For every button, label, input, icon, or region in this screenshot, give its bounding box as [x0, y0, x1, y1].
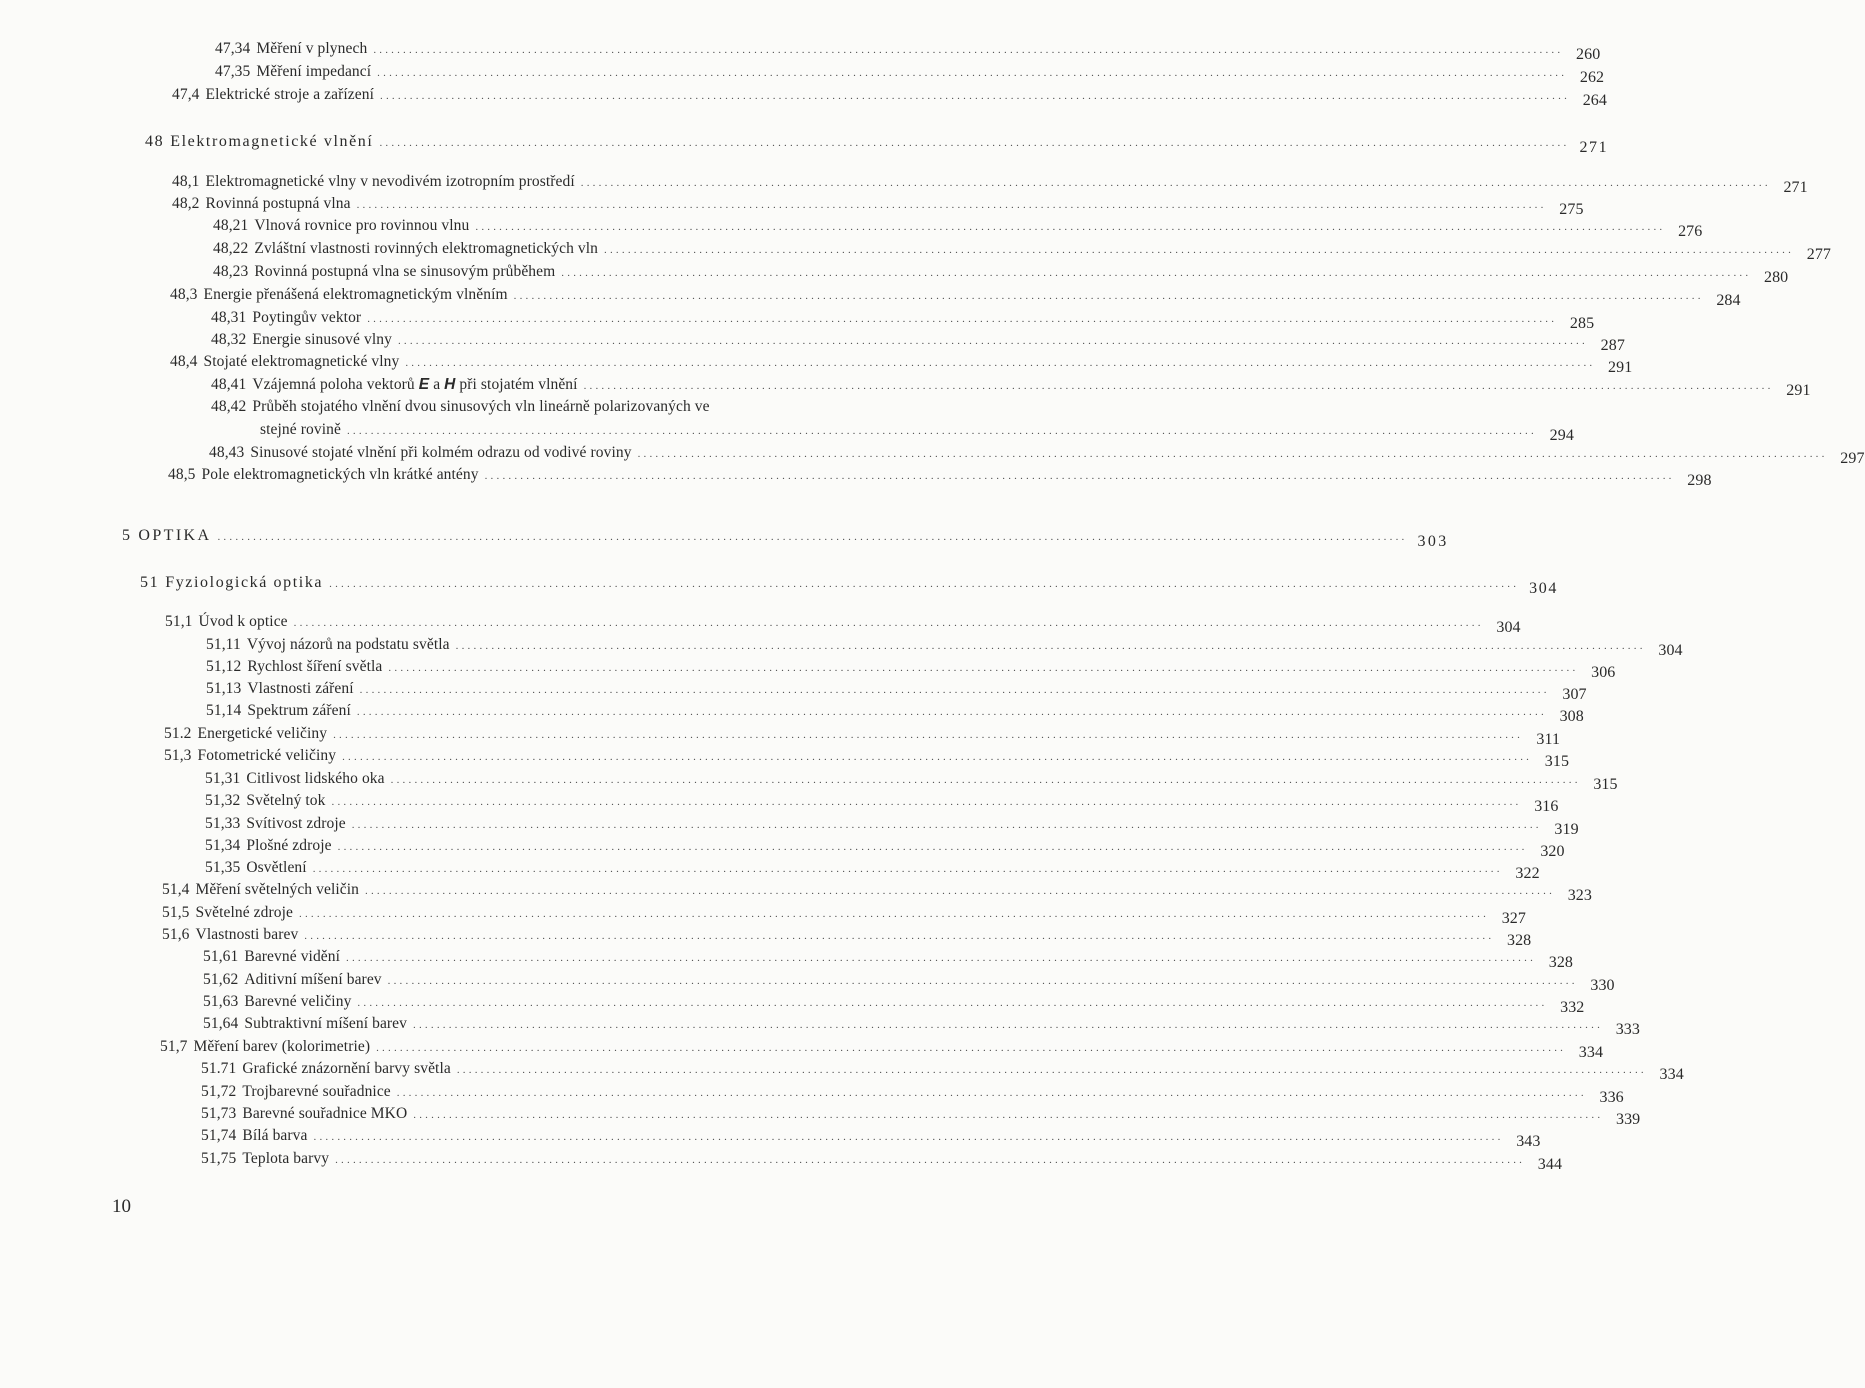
toc-chapter-entry: [140, 574, 1558, 598]
leader-dots: ........................................................................................................................................................................................................: [346, 425, 1537, 437]
entry-page: 294: [1549, 427, 1574, 444]
entry-title: [252, 376, 577, 394]
toc-entry: [160, 1038, 1604, 1062]
entry-page: 303: [1417, 533, 1449, 550]
entry-page: 332: [1560, 999, 1585, 1016]
leader-dots: ........................................................................................................................................................................................................: [377, 67, 1568, 79]
toc-entry: [211, 376, 1811, 400]
toc-entry: [203, 971, 1615, 995]
entry-title: Vlnová rovnice pro rovinnou vlnu: [254, 217, 470, 234]
toc-entry: [215, 40, 1601, 64]
leader-dots: ........................................................................................................................................................................................................: [456, 1064, 1647, 1076]
entry-page: 328: [1506, 932, 1532, 949]
entry-page: 291: [1786, 382, 1811, 399]
toc-entry: [164, 747, 1570, 771]
entry-title: Fotometrické veličiny: [197, 747, 337, 764]
toc-entry-continuation: [260, 421, 1574, 445]
entry-title: Vlastnosti barev: [195, 926, 299, 943]
entry-number: 47,4: [172, 86, 200, 103]
toc-entry: [211, 398, 881, 422]
entry-page: 264: [1582, 92, 1608, 109]
entry-page: 298: [1687, 472, 1712, 489]
entry-page: 328: [1548, 954, 1574, 971]
entry-number: 51,34: [205, 837, 241, 854]
leader-dots: ........................................................................................................................................................................................................: [359, 684, 1550, 696]
leader-dots: ........................................................................................................................................................................................................: [217, 531, 1408, 543]
entry-title: Rovinná postupná vlna se sinusovým průběhem: [254, 263, 556, 280]
entry-title: Barevné vidění: [244, 948, 341, 965]
toc-entry: [172, 173, 1808, 197]
leader-dots: ........................................................................................................................................................................................................: [346, 952, 1537, 964]
entry-title: OPTIKA: [138, 527, 212, 544]
leader-dots: ........................................................................................................................................................................................................: [397, 335, 1588, 347]
entry-title: Bílá barva: [242, 1127, 308, 1144]
toc-entry: [170, 353, 1633, 377]
leader-dots: ........................................................................................................................................................................................................: [388, 662, 1579, 674]
entry-page: 308: [1559, 708, 1584, 725]
leader-dots: ........................................................................................................................................................................................................: [379, 137, 1570, 149]
toc-entry: [213, 263, 1789, 287]
leader-dots: ........................................................................................................................................................................................................: [455, 640, 1646, 652]
entry-title: Vlastnosti záření: [247, 680, 354, 697]
entry-title: Vývoj názorů na podstatu světla: [246, 636, 450, 653]
leader-dots: ........................................................................................................................................................................................................: [335, 1154, 1526, 1166]
toc-entry: [201, 1083, 1624, 1107]
toc-entry: [203, 993, 1585, 1017]
entry-number: 48,31: [211, 309, 247, 326]
toc-entry: [201, 1060, 1684, 1084]
entry-number: 51,5: [162, 904, 190, 921]
leader-dots: ........................................................................................................................................................................................................: [337, 841, 1528, 853]
entry-title: Elektromagnetické vlnění: [170, 133, 374, 150]
entry-title: Rychlost šíření světla: [247, 658, 383, 675]
entry-title: Úvod k optice: [198, 613, 288, 630]
entry-page: 344: [1537, 1156, 1563, 1173]
entry-number: 51,64: [203, 1015, 239, 1032]
entry-number: 51,14: [206, 702, 242, 719]
entry-title: Sinusové stojaté vlnění při kolmém odrazu od vodivé roviny: [250, 444, 632, 461]
entry-number: 51.2: [164, 725, 192, 742]
leader-dots: ........................................................................................................................................................................................................: [299, 908, 1490, 920]
entry-number: 48,4: [170, 353, 198, 370]
entry-number: 48,21: [213, 217, 249, 234]
page-number: 10: [112, 1196, 131, 1217]
entry-page: 280: [1763, 269, 1789, 286]
entry-page: 287: [1600, 337, 1625, 354]
leader-dots: ........................................................................................................................................................................................................: [561, 267, 1752, 279]
entry-page: 291: [1608, 359, 1633, 376]
leader-dots: ........................................................................................................................................................................................................: [351, 819, 1542, 831]
entry-title: Teplota barvy: [242, 1150, 330, 1167]
entry-title: Osvětlení: [246, 859, 307, 876]
entry-title: Aditivní míšení barev: [244, 971, 382, 988]
entry-title: Měření impedancí: [256, 63, 372, 80]
entry-number: 51,12: [206, 658, 242, 675]
entry-page: 306: [1591, 664, 1616, 681]
entry-page: 297: [1840, 450, 1865, 467]
entry-number: 48,41: [211, 376, 247, 393]
entry-title: Poytingův vektor: [252, 309, 362, 326]
toc-entry: [201, 1150, 1563, 1174]
leader-dots: ........................................................................................................................................................................................................: [396, 1087, 1587, 1099]
entry-number: 51,11: [206, 636, 241, 653]
toc-entry: [206, 702, 1584, 726]
toc-entry: [162, 926, 1532, 950]
entry-page: 277: [1806, 246, 1832, 263]
entry-title: Subtraktivní míšení barev: [244, 1015, 408, 1032]
entry-number: 51,4: [162, 881, 190, 898]
entry-number: 51,74: [201, 1127, 237, 1144]
entry-page: 327: [1501, 910, 1527, 927]
toc-entry: [211, 309, 1595, 333]
leader-dots: ........................................................................................................................................................................................................: [580, 177, 1771, 189]
leader-dots: ........................................................................................................................................................................................................: [405, 357, 1596, 369]
entry-title: Barevné souřadnice MKO: [242, 1105, 408, 1122]
entry-number: 51.71: [201, 1060, 237, 1077]
entry-number: 51,7: [160, 1038, 188, 1055]
leader-dots: ........................................................................................................................................................................................................: [513, 290, 1704, 302]
toc-entry: [162, 904, 1527, 928]
vector-symbol-h: H: [444, 376, 456, 393]
entry-number: 51,13: [206, 680, 242, 697]
entry-title: Měření v plynech: [256, 40, 368, 57]
entry-title: Elektrické stroje a zařízení: [205, 86, 375, 103]
entry-number: 51,75: [201, 1150, 237, 1167]
toc-entry: [215, 63, 1605, 87]
entry-page: 304: [1658, 642, 1683, 659]
leader-dots: ........................................................................................................................................................................................................: [413, 1019, 1604, 1031]
entry-number: 48: [145, 133, 165, 150]
entry-title: Barevné veličiny: [244, 993, 352, 1010]
entry-title: Energetické veličiny: [197, 725, 328, 742]
entry-page: 311: [1536, 731, 1561, 748]
entry-number: 48,43: [209, 444, 245, 461]
entry-page: 275: [1559, 201, 1584, 218]
leader-dots: ........................................................................................................................................................................................................: [376, 1042, 1567, 1054]
entry-title: Pole elektromagnetických vln krátké antény: [201, 466, 479, 483]
leader-dots: ........................................................................................................................................................................................................: [475, 221, 1666, 233]
toc-entry: [211, 331, 1625, 355]
leader-dots: ........................................................................................................................................................................................................: [357, 997, 1548, 1009]
entry-page: 319: [1554, 821, 1579, 838]
entry-number: 48,22: [213, 240, 249, 257]
entry-page: 330: [1590, 977, 1615, 994]
leader-dots: ........................................................................................................................................................................................................: [356, 706, 1547, 718]
toc-entry: [205, 770, 1618, 794]
leader-dots: ........................................................................................................................................................................................................: [329, 578, 1520, 590]
entry-title: Plošné zdroje: [246, 837, 332, 854]
toc-entry: [162, 881, 1593, 905]
entry-number: 48,32: [211, 331, 247, 348]
leader-dots: ........................................................................................................................................................................................................: [380, 90, 1571, 102]
entry-page: 304: [1529, 580, 1558, 597]
entry-number: 48,2: [172, 195, 200, 212]
toc-entry: [206, 636, 1683, 660]
leader-dots: ........................................................................................................................................................................................................: [304, 930, 1495, 942]
entry-page: 316: [1534, 798, 1559, 815]
entry-page: 285: [1569, 315, 1595, 332]
toc-entry: [206, 680, 1587, 704]
toc-entry: [172, 195, 1584, 219]
entry-page: 323: [1567, 887, 1593, 904]
title-text: při stojatém vlnění: [455, 376, 578, 393]
toc-entry: [205, 859, 1540, 883]
title-text: Vzájemná poloha vektorů: [252, 376, 419, 393]
entry-title: Energie přenášená elektromagnetickým vlněním: [203, 286, 508, 303]
entry-title: Spektrum záření: [247, 702, 351, 719]
entry-number: 51,62: [203, 971, 239, 988]
entry-number: 48,23: [213, 263, 249, 280]
entry-page: 307: [1562, 686, 1587, 703]
toc-entry: [205, 792, 1559, 816]
toc-entry: [165, 613, 1521, 637]
entry-number: 48,5: [168, 466, 196, 483]
entry-title: Světelné zdroje: [195, 904, 294, 921]
entry-number: 51,61: [203, 948, 239, 965]
entry-title: Grafické znázornění barvy světla: [242, 1060, 451, 1077]
leader-dots: ........................................................................................................................................................................................................: [413, 1109, 1604, 1121]
entry-number: 51: [140, 574, 160, 591]
entry-page: 336: [1599, 1089, 1624, 1106]
entry-page: 260: [1576, 46, 1601, 63]
leader-dots: ........................................................................................................................................................................................................: [312, 863, 1503, 875]
entry-page: 315: [1593, 776, 1618, 793]
entry-number: 51,1: [165, 613, 193, 630]
entry-title: Fyziologická optika: [165, 574, 324, 591]
toc-entry: [206, 658, 1616, 682]
entry-title: Měření světelných veličin: [195, 881, 360, 898]
leader-dots: ........................................................................................................................................................................................................: [342, 751, 1533, 763]
entry-number: 51,33: [205, 815, 241, 832]
entry-title: Světelný tok: [246, 792, 326, 809]
entry-number: 47,34: [215, 40, 251, 57]
toc-chapter-entry: [145, 133, 1609, 157]
entry-number: 48,1: [172, 173, 200, 190]
leader-dots: ........................................................................................................................................................................................................: [387, 975, 1578, 987]
entry-title: Energie sinusové vlny: [252, 331, 392, 348]
entry-page: 333: [1615, 1021, 1641, 1038]
leader-dots: ........................................................................................................................................................................................................: [367, 313, 1558, 325]
entry-title: Stojaté elektromagnetické vlny: [203, 353, 400, 370]
leader-dots: ........................................................................................................................................................................................................: [313, 1131, 1504, 1143]
vector-symbol-e: E: [418, 376, 430, 393]
entry-number: 51,32: [205, 792, 241, 809]
toc-entry: [205, 837, 1565, 861]
entry-number: 51,31: [205, 770, 241, 787]
entry-title: Svítivost zdroje: [246, 815, 346, 832]
entry-page: 262: [1579, 69, 1605, 86]
entry-number: 48,3: [170, 286, 198, 303]
leader-dots: ........................................................................................................................................................................................................: [637, 448, 1828, 460]
toc-part-entry: [122, 527, 1449, 551]
toc-entry: [205, 815, 1579, 839]
entry-page: 322: [1515, 865, 1540, 882]
entry-page: 334: [1578, 1044, 1604, 1061]
entry-title: Trojbarevné souřadnice: [242, 1083, 391, 1100]
toc-entry: [172, 86, 1608, 110]
leader-dots: ........................................................................................................................................................................................................: [390, 774, 1581, 786]
toc-entry: [170, 286, 1741, 310]
toc-entry: [209, 444, 1865, 468]
toc-entry: [168, 466, 1712, 490]
entry-number: 5: [122, 527, 133, 544]
entry-number: 48,42: [211, 398, 247, 415]
leader-dots: ........................................................................................................................................................................................................: [484, 470, 1675, 482]
leader-dots: ........................................................................................................................................................................................................: [373, 44, 1564, 56]
entry-page: 304: [1496, 619, 1521, 636]
toc-entry: [201, 1105, 1641, 1129]
leader-dots: ........................................................................................................................................................................................................: [604, 244, 1795, 256]
entry-page: 271: [1579, 139, 1609, 156]
leader-dots: ........................................................................................................................................................................................................: [293, 617, 1484, 629]
entry-page: 320: [1540, 843, 1565, 860]
entry-number: 51,72: [201, 1083, 237, 1100]
toc-entry: [213, 240, 1832, 264]
entry-page: 284: [1716, 292, 1741, 309]
title-text: a: [429, 376, 445, 393]
entry-number: 51,73: [201, 1105, 237, 1122]
entry-page: 339: [1615, 1111, 1641, 1128]
entry-title: Rovinná postupná vlna: [205, 195, 351, 212]
toc-entry: [213, 217, 1703, 241]
leader-dots: ........................................................................................................................................................................................................: [331, 796, 1522, 808]
entry-page: 343: [1516, 1133, 1541, 1150]
entry-title: Průběh stojatého vlnění dvou sinusových vln lineárně polarizovaných ve: [252, 398, 710, 415]
entry-title: Měření barev (kolorimetrie): [193, 1038, 371, 1055]
entry-number: 51,6: [162, 926, 190, 943]
entry-page: 276: [1678, 223, 1703, 240]
entry-title: Zvláštní vlastnosti rovinných elektromagnetických vln: [254, 240, 599, 257]
leader-dots: ........................................................................................................................................................................................................: [333, 729, 1524, 741]
entry-number: 51,35: [205, 859, 241, 876]
toc-entry: [164, 725, 1561, 749]
leader-dots: ........................................................................................................................................................................................................: [583, 380, 1774, 392]
leader-dots: ........................................................................................................................................................................................................: [356, 199, 1547, 211]
entry-number: 51,63: [203, 993, 239, 1010]
entry-number: 47,35: [215, 63, 251, 80]
toc-entry: [201, 1127, 1541, 1151]
leader-dots: ........................................................................................................................................................................................................: [365, 885, 1556, 897]
entry-title: Elektromagnetické vlny v nevodivém izotropním prostředí: [205, 173, 575, 190]
entry-number: 51,3: [164, 747, 192, 764]
entry-page: 271: [1783, 179, 1808, 196]
toc-entry: [203, 948, 1574, 972]
entry-title-continuation: stejné rovině: [260, 421, 341, 438]
toc-entry: [203, 1015, 1641, 1039]
entry-page: 334: [1659, 1066, 1684, 1083]
entry-page: 315: [1544, 753, 1570, 770]
entry-title: Citlivost lidského oka: [246, 770, 385, 787]
